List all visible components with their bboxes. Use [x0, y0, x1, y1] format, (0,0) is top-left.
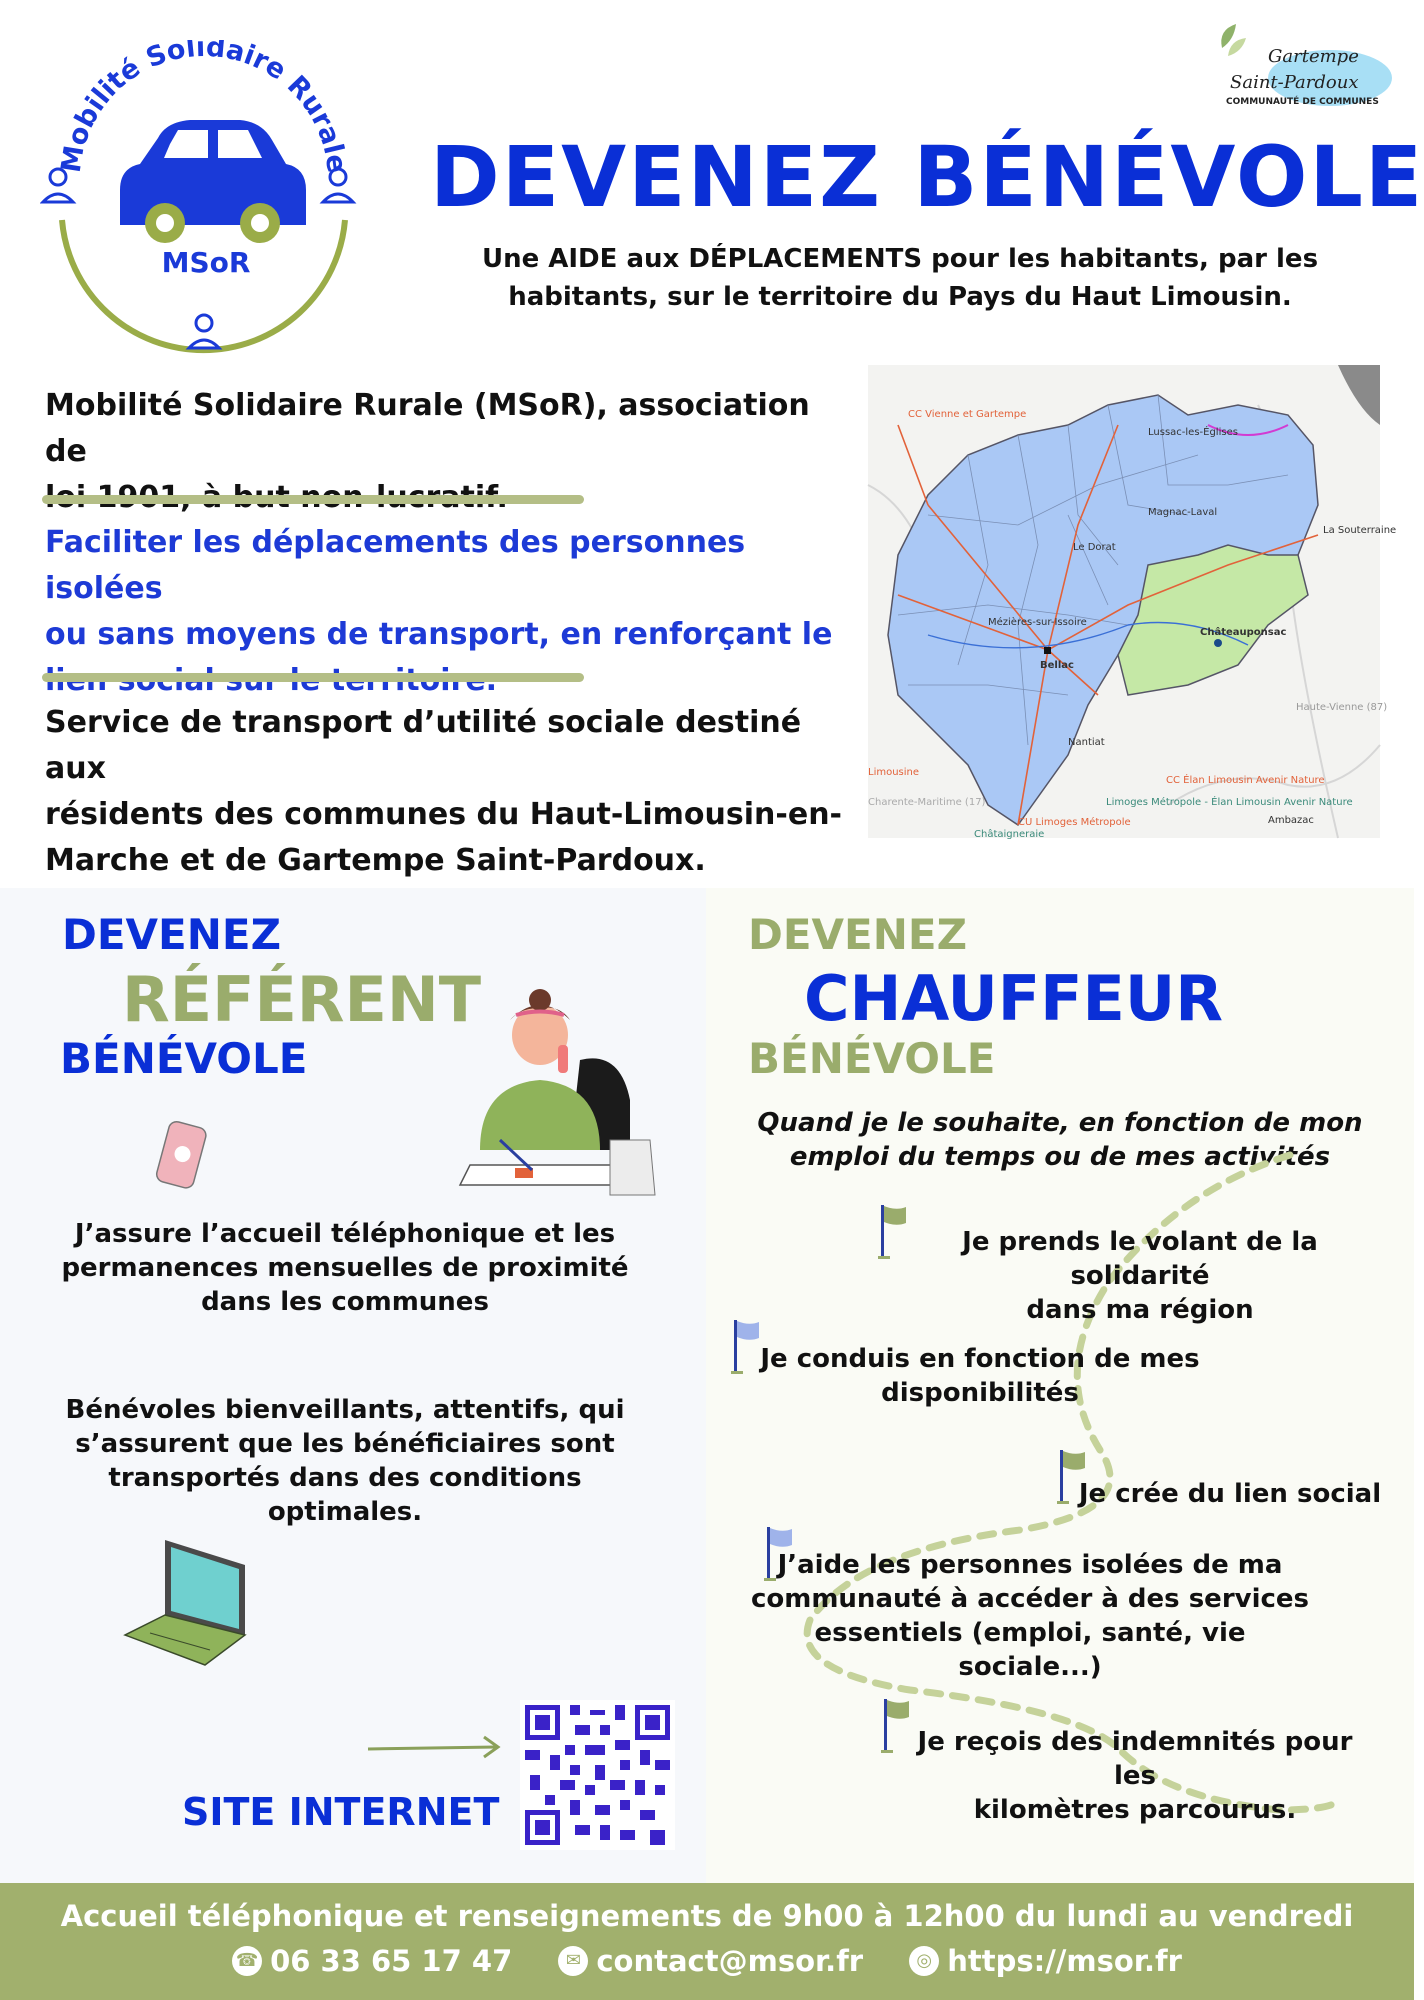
referent-description [40, 1217, 650, 1319]
map-label-chateauponsac: Châteauponsac [1200, 627, 1287, 638]
qr-code[interactable] [520, 1700, 675, 1850]
footer-contacts [0, 1939, 1414, 1978]
phone-icon: ☎ [232, 1946, 262, 1976]
text-line: Je prends le volant de la solidarité [962, 1227, 1318, 1291]
map-label-limousine: Limousine [868, 767, 920, 778]
chauffeur-item [895, 1225, 1385, 1327]
map-label-cu-limoges: CU Limoges Métropole [1018, 817, 1131, 828]
map-label-nantiat: Nantiat [1068, 737, 1105, 748]
referent-heading-devenez: DEVENEZ [62, 910, 282, 959]
text-line: J’assure l’accueil téléphonique et les [74, 1219, 616, 1249]
phone-number: 06 33 65 17 47 [270, 1943, 513, 1978]
map-label-le-dorat: Le Dorat [1073, 542, 1116, 553]
gartempe-logo [1210, 18, 1400, 128]
subtitle-line: habitants, sur le territoire du Pays du Haut Limousin. [508, 282, 1292, 312]
chauffeur-heading-chauffeur: CHAUFFEUR [804, 962, 1223, 1035]
email-icon: ✉ [558, 1946, 588, 1976]
map-label-magnac: Magnac-Laval [1148, 507, 1218, 518]
footer [0, 1883, 1414, 2000]
msor-logo [40, 40, 370, 360]
arrow-icon [366, 1733, 506, 1763]
partner-line3: COMMUNAUTÉ DE COMMUNES [1226, 97, 1379, 107]
phone-volunteer-illustration [460, 990, 660, 1200]
intro-line: résidents des communes du Haut-Limousin-en- [45, 797, 843, 832]
referent-qualities [40, 1393, 650, 1529]
divider [42, 673, 584, 682]
referent-heading-benevole: BÉNÉVOLE [60, 1034, 308, 1083]
map-label-souterraine: La Souterraine [1323, 525, 1397, 536]
footer-email[interactable] [558, 1944, 863, 1978]
logo-acronym: MSoR [161, 246, 251, 279]
intro-line: ou sans moyens de transport, en renforçant le [45, 617, 833, 652]
text-line: essentiels (emploi, santé, vie sociale...) [814, 1618, 1246, 1682]
map-label-bellac: Bellac [1040, 660, 1074, 671]
intro-line: Marche et de Gartempe Saint-Pardoux. [45, 843, 706, 878]
map-label-charente: Charente-Maritime (17) [868, 797, 986, 808]
footer-phone[interactable] [232, 1944, 512, 1978]
globe-icon: ◎ [909, 1946, 939, 1976]
intro-line: Mobilité Solidaire Rurale (MSoR), association de [45, 388, 810, 469]
text-line: transportés dans des conditions optimales. [108, 1463, 582, 1527]
page-title: DEVENEZ BÉNÉVOLE [430, 128, 1424, 226]
footer-website[interactable] [909, 1944, 1182, 1978]
partner-line2: Saint-Pardoux [1230, 72, 1359, 93]
text-line: kilomètres parcourus. [973, 1795, 1297, 1825]
laptop-icon [125, 1535, 255, 1670]
text-line: disponibilités [881, 1378, 1079, 1408]
chauffeur-item [755, 1342, 1205, 1410]
text-line: Je conduis en fonction de mes [760, 1344, 1200, 1374]
text-line: Quand je le souhaite, en fonction de mon [757, 1108, 1363, 1138]
map-label-mezieres: Mézières-sur-Issoire [988, 617, 1087, 628]
map-label-chataigneraie: Châtaigneraie [974, 829, 1045, 840]
map-label-ambazac: Ambazac [1268, 815, 1314, 826]
text-line: Je reçois des indemnités pour les [917, 1727, 1353, 1791]
site-internet-label: SITE INTERNET [182, 1790, 500, 1834]
map-label-cc-vienne: CC Vienne et Gartempe [908, 409, 1027, 420]
text-line: Je crée du lien social [1078, 1479, 1382, 1509]
text-line: Bénévoles bienveillants, attentifs, qui [65, 1395, 625, 1425]
divider [42, 495, 584, 504]
map-label-lussac: Lussac-les-Églises [1148, 427, 1238, 438]
footer-hours: Accueil téléphonique et renseignements de 9h00 à 12h00 du lundi au vendredi [60, 1899, 1354, 1933]
logo-arc-text: Mobilité Solidaire Rurale [55, 40, 352, 175]
text-line: communauté à accéder à des services [750, 1584, 1310, 1614]
email-address: contact@msor.fr [596, 1943, 864, 1978]
text-line: s’assurent que les bénéficiaires sont [75, 1429, 615, 1459]
chauffeur-item [1075, 1477, 1385, 1511]
chauffeur-item [750, 1548, 1310, 1684]
subtitle [450, 240, 1350, 316]
intro-line: Service de transport d’utilité sociale destiné aux [45, 705, 802, 786]
intro-line: Faciliter les déplacements des personnes isolées [45, 525, 746, 606]
map-label-haute-vienne: Haute-Vienne (87) [1296, 702, 1388, 713]
map-label-limoges: Limoges Métropole - Élan Limousin Avenir Nature [1106, 797, 1353, 808]
partner-line1: Gartempe [1268, 46, 1359, 67]
chauffeur-heading-devenez: DEVENEZ [748, 910, 968, 959]
text-line: emploi du temps ou de mes activités [789, 1142, 1331, 1172]
text-line: dans les communes [201, 1287, 489, 1317]
chauffeur-heading-benevole: BÉNÉVOLE [748, 1034, 996, 1083]
intro-service [45, 700, 845, 884]
website-url: https://msor.fr [947, 1943, 1182, 1978]
text-line: J’aide les personnes isolées de ma [777, 1550, 1283, 1580]
referent-heading-referent: RÉFÉRENT [122, 963, 482, 1036]
chauffeur-item [900, 1725, 1370, 1827]
territory-map [868, 365, 1397, 840]
text-line: dans ma région [1026, 1295, 1254, 1325]
subtitle-line: Une AIDE aux DÉPLACEMENTS pour les habitants, par les [481, 244, 1319, 274]
text-line: permanences mensuelles de proximité [61, 1253, 629, 1283]
map-label-elan: CC Élan Limousin Avenir Nature [1166, 775, 1325, 786]
smartphone-icon [152, 1120, 212, 1192]
